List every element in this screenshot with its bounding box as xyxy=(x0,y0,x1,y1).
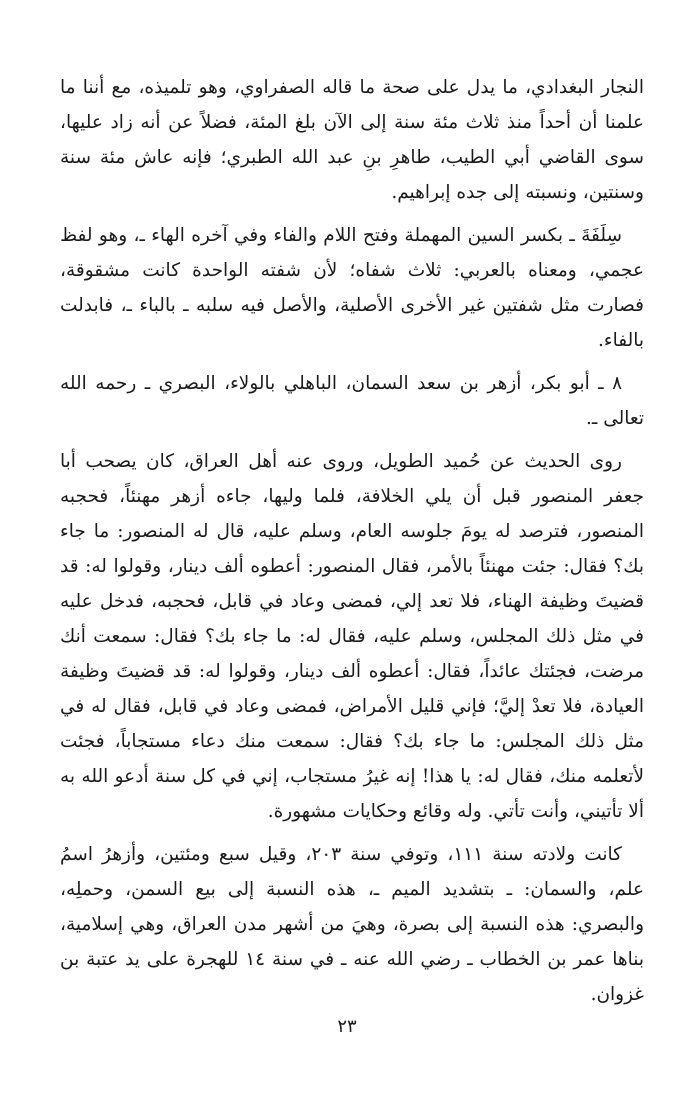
paragraph-silafa: سِلَفَةَ ـ بكسر السين المهملة وفتح اللام والفاء وفي آخره الهاء ـ، وهو لفظ عجمي، ومعناه بالعربي: ثلاث شفاه؛ لأن شفته الواحدة كانت مشقوقة، فصارت مثل شفتين غير الأخرى الأصلية، والأصل فيه سلبه ـ بالباء ـ، فابدلت بالفاء. xyxy=(60,225,644,351)
entry-title: ٨ ـ أبو بكر، أزهر بن سعد السمان، الباهلي بالولاء، البصري ـ رحمه الله تعالى ـ. xyxy=(60,373,644,429)
page-body xyxy=(60,70,644,1020)
page-number: ٢٣ xyxy=(337,1016,357,1037)
paragraph-continuation: النجار البغدادي، ما يدل على صحة ما قاله الصفراوي، وهو تلميذه، مع أننا ما علمنا أن أحداً منذ ثلاث مئة سنة إلى الآن بلغ المئة، فضلاً عن أنه زاد عليها، سوى القاضي أبي الطيب، طاهرِ بنِ عبد الله الطبري؛ فإنه عاش مئة سنة وسنتين، ونسبته إلى جده إبراهيم. xyxy=(60,77,644,203)
paragraph-biography: روى الحديث عن حُميد الطويل، وروى عنه أهل العراق، كان يصحب أبا جعفر المنصور قبل أن يلي الخلافة، فلما وليها، جاءه أزهر مهنئاً، فحجبه المنصور، فترصد له يومَ جلوسه العام، وسلم عليه، قال له المنصور: ما جاء بك؟ فقال: جئت مهنئاً بالأمر، فقال المنصور: أعطوه ألف دينار، وقولوا له: قد قضيتَ وظيفة الهناء، فلا تعد إلي، فمضى وعاد في قابل، فحجبه، فدخل عليه في مثل ذلك المجلس، وسلم عليه، فقال له: ما جاء بك؟ فقال: سمعت أنك مرضت، فجئتك عائداً، فقال: أعطوه ألف دينار، وقولوا له: قد قضيتَ وظيفة العيادة، فلا تعدْ إليَّ؛ فإني قليل الأمراض، فمضى وعاد في قابل، فقال له في مثل ذلك المجلس: ما جاء بك؟ فقال: سمعت منك دعاء مستجاباً، فجئت لأتعلمه منك، فقال له: يا هذا! إنه غيرُ مستجاب، إني في كل سنة أدعو الله به ألا تأتيني، وأنت تأتي. وله وقائع وحكايات مشهورة. xyxy=(60,451,644,822)
paragraph-birth-death: كانت ولادته سنة ١١١، وتوفي سنة ٢٠٣، وقيل سبع ومئتين، وأزهرُ اسمُ علم، والسمان: ـ بتشديد الميم ـ، هذه النسبة إلى بيع السمن، وحملِه، والبصري: هذه النسبة إلى بصرة، وهيَ من أشهر مدن العراق، وهي إسلامية، بناها عمر بن الخطاب ـ رضي الله عنه ـ في سنة ١٤ للهجرة على يد عتبة بن غزوان. xyxy=(60,844,644,1005)
